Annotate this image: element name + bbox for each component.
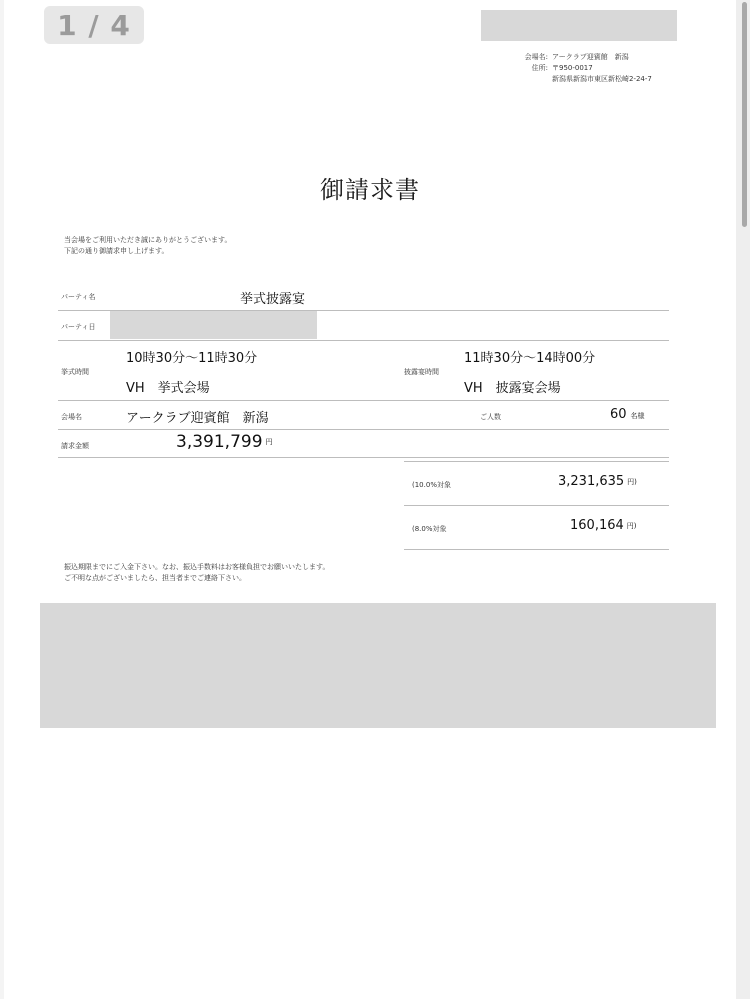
- divider: [58, 457, 669, 458]
- venue-address-block: [504, 52, 704, 85]
- billed-amount-value: 3,391,799: [176, 432, 263, 452]
- ceremony-place: VH 挙式会場: [126, 381, 210, 396]
- redacted-bottom-block: [40, 603, 716, 728]
- tax-10-unit: 円): [627, 477, 637, 486]
- reception-place: VH 披露宴会場: [464, 381, 561, 396]
- tax-10-value: 3,231,635: [558, 474, 625, 489]
- ceremony-time-label: 挙式時間: [61, 368, 89, 376]
- payment-notes: [64, 562, 329, 584]
- postal-code: 〒950-0017: [552, 64, 593, 72]
- greeting-line: 下記の通り御請求申し上げます。: [64, 247, 169, 255]
- venue-header-name: アークラブ迎賓館 新潟: [552, 53, 629, 61]
- tax-10-label: (10.0%対象: [412, 481, 451, 489]
- tax-8-value: 160,164: [570, 518, 624, 533]
- reception-time: 11時30分～14時00分: [464, 351, 596, 366]
- divider: [58, 340, 669, 341]
- guests-count: [610, 407, 645, 422]
- billed-amount: [176, 432, 273, 452]
- guests-unit: 名様: [630, 412, 645, 420]
- party-date-label: パーティ日: [61, 323, 96, 331]
- redacted-party-date: [110, 311, 317, 339]
- divider: [58, 429, 669, 430]
- address-text: 新潟県新潟市東区新松崎2-24-7: [552, 75, 652, 83]
- venue-header-label: 会場名:: [524, 53, 548, 61]
- venue-name: アークラブ迎賓館 新潟: [126, 411, 269, 426]
- divider: [58, 400, 669, 401]
- party-name-label: パーティ名: [61, 293, 96, 301]
- note-line: 振込期限までにご入金下さい。なお、振込手数料はお客様負担でお願いいたします。: [64, 563, 330, 571]
- page-indicator: 1 / 4: [44, 6, 144, 44]
- tax-8-label: (8.0%対象: [412, 525, 447, 533]
- scrollbar-thumb[interactable]: [742, 2, 747, 227]
- scrollbar[interactable]: [736, 0, 750, 999]
- divider: [404, 505, 669, 506]
- tax-8-amount: [570, 518, 637, 533]
- guests-label: ご人数: [480, 413, 501, 421]
- redacted-header-block: [481, 10, 677, 41]
- document-page: [4, 0, 736, 999]
- guests-number: 60: [610, 407, 627, 422]
- tax-8-unit: 円): [626, 521, 637, 530]
- reception-time-label: 披露宴時間: [404, 368, 439, 376]
- divider: [404, 461, 669, 462]
- address-label: 住所:: [531, 64, 548, 72]
- document-title: 御請求書: [320, 176, 420, 204]
- billed-amount-unit: 円: [265, 438, 273, 446]
- venue-label: 会場名: [61, 413, 82, 421]
- party-name: 挙式披露宴: [240, 292, 306, 307]
- note-line: ご不明な点がございましたら、担当者までご連絡下さい。: [64, 574, 246, 582]
- amount-label: 請求金額: [61, 442, 89, 450]
- divider: [404, 549, 669, 550]
- ceremony-time: 10時30分～11時30分: [126, 351, 258, 366]
- greeting: [64, 235, 231, 257]
- greeting-line: 当会場をご利用いただき誠にありがとうございます。: [64, 236, 232, 244]
- tax-10-amount: [558, 474, 637, 489]
